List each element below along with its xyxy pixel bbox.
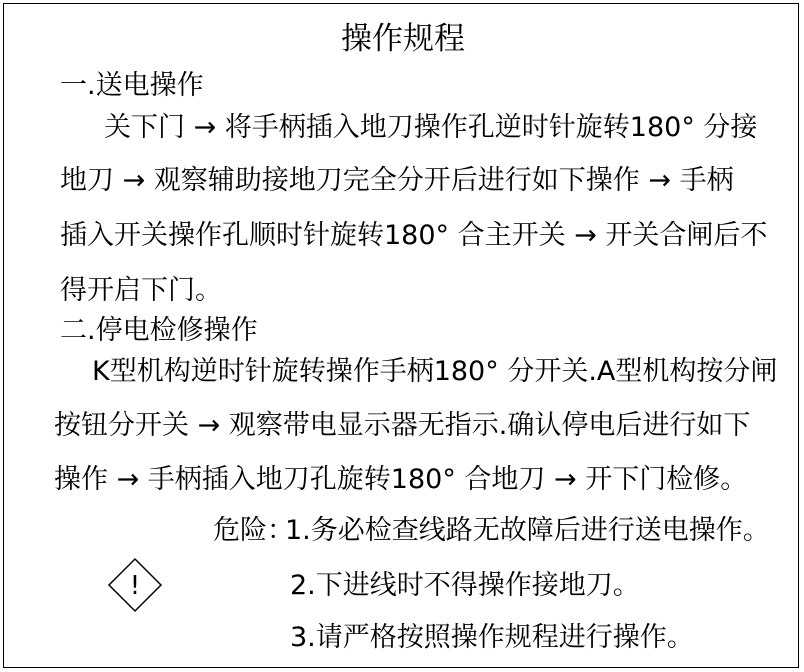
danger-label: 危险： (213, 515, 294, 546)
warning-diamond-icon (107, 557, 163, 613)
section2-heading: 二.停电检修操作 (60, 315, 258, 346)
page-title: 操作规程 (341, 21, 465, 57)
section1-line-3: 插入开关操作孔顺时针旋转180° 合主开关 → 开关合闸后不 (60, 220, 768, 251)
section2-line-3: 操作 → 手柄插入地刀孔旋转180° 合地刀 → 开下门检修。 (54, 464, 748, 495)
warning-exclamation: ! (129, 571, 141, 601)
danger-item-2: 2.下进线时不得操作接地刀。 (290, 570, 640, 601)
danger-item-3: 3.请严格按照操作规程进行操作。 (290, 622, 694, 653)
section1-line-1: 关下门 → 将手柄插入地刀操作孔逆时针旋转180° 分接 (104, 112, 758, 143)
section1-line-2: 地刀 → 观察辅助接地刀完全分开后进行如下操作 → 手柄 (60, 165, 734, 196)
section1-heading: 一.送电操作 (60, 70, 204, 101)
section2-line-2: 按钮分开关 → 观察带电显示器无指示.确认停电后进行如下 (54, 410, 751, 441)
section1-line-4: 得开启下门。 (60, 275, 222, 306)
danger-item-1: 1.务必检查线路无故障后进行送电操作。 (285, 515, 770, 546)
section2-line-1: K型机构逆时针旋转操作手柄180° 分开关.A型机构按分闸 (92, 356, 778, 387)
